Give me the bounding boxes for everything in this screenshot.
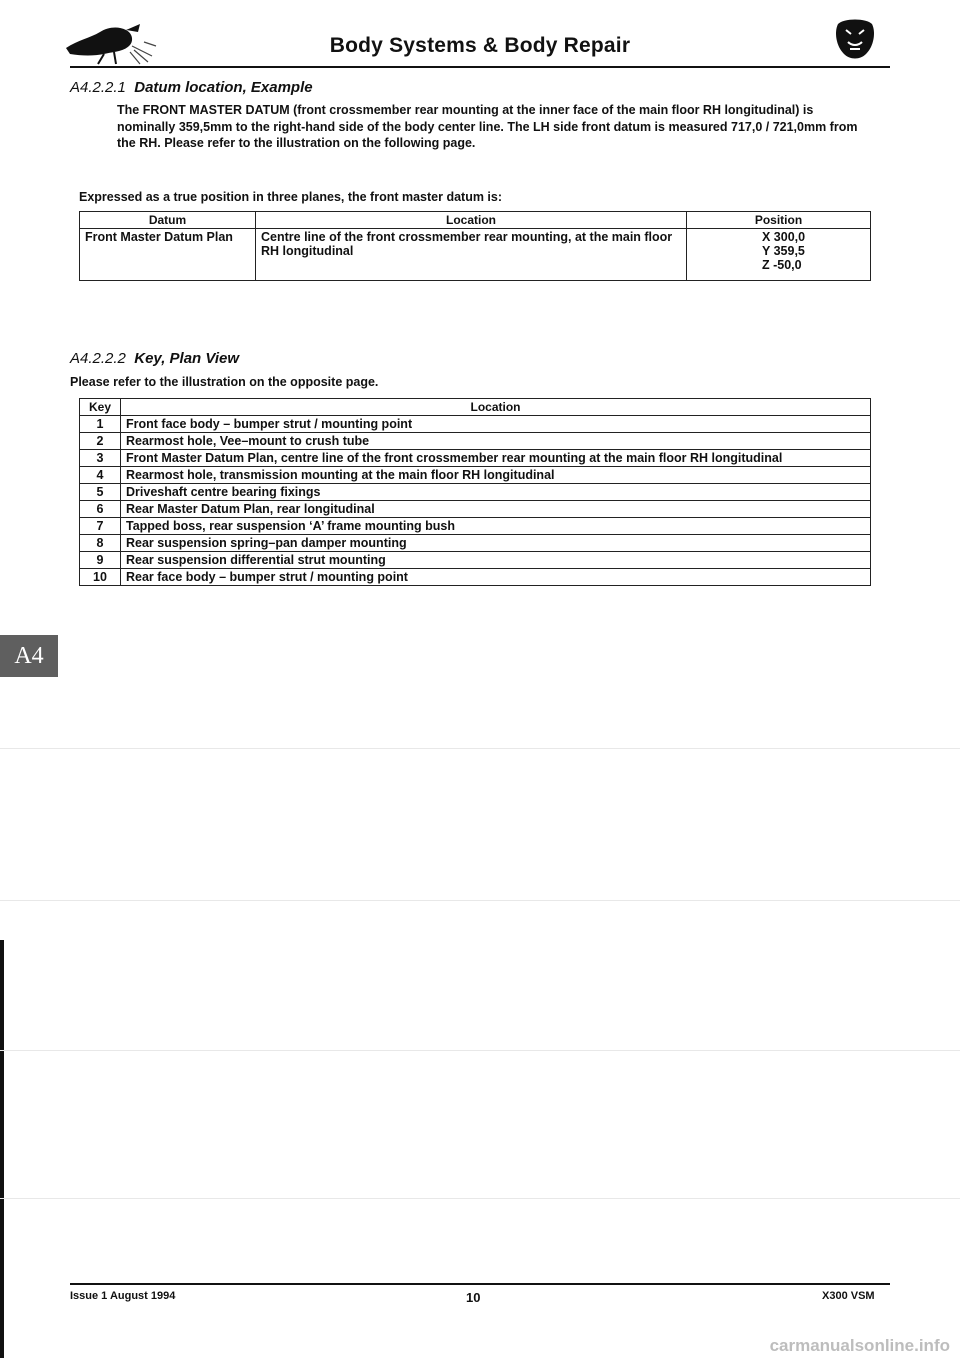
location-header: Location — [256, 212, 687, 229]
table-row — [80, 518, 871, 535]
divider — [0, 1198, 960, 1199]
section2-number: A4.2.2.2 — [70, 350, 126, 367]
position-header: Position — [687, 212, 871, 229]
key-location-cell: Rear Master Datum Plan, rear longitudinal — [121, 501, 871, 518]
table-row — [80, 552, 871, 569]
divider — [0, 900, 960, 901]
key-number-cell: 9 — [80, 552, 121, 569]
key-header: Key — [80, 399, 121, 416]
datum-table-row — [80, 229, 871, 281]
table-row — [80, 535, 871, 552]
key-location-header: Location — [121, 399, 871, 416]
watermark: carmanualsonline.info — [769, 1336, 950, 1355]
key-number-cell: 7 — [80, 518, 121, 535]
header-right-logo — [832, 16, 878, 62]
footer-doc-code: X300 VSM — [822, 1290, 875, 1302]
page-header-title: Body Systems & Body Repair — [329, 34, 631, 57]
datum-table — [79, 211, 871, 281]
key-number-cell: 1 — [80, 416, 121, 433]
section2-heading — [70, 350, 239, 367]
section1-heading — [70, 79, 313, 96]
key-number-cell: 8 — [80, 535, 121, 552]
left-margin-line — [0, 940, 4, 1358]
section-tab-a4: A4 — [0, 635, 58, 677]
key-number-cell: 3 — [80, 450, 121, 467]
section2-title: Key, Plan View — [134, 350, 239, 367]
section2-intro: Please refer to the illustration on the opposite page. — [70, 375, 379, 389]
key-number-cell: 10 — [80, 569, 121, 586]
divider — [0, 748, 960, 749]
position-z: Z -50,0 — [762, 258, 802, 272]
section1-title: Datum location, Example — [134, 79, 313, 96]
footer-rule — [70, 1283, 890, 1285]
key-location-cell: Rearmost hole, transmission mounting at the main floor RH longitudinal — [121, 467, 871, 484]
key-location-cell: Rearmost hole, Vee–mount to crush tube — [121, 433, 871, 450]
position-y: Y 359,5 — [762, 244, 805, 258]
position-cell — [687, 229, 871, 281]
key-location-cell: Tapped boss, rear suspension ‘A’ frame mounting bush — [121, 518, 871, 535]
table-row — [80, 416, 871, 433]
key-location-cell: Front face body – bumper strut / mounting point — [121, 416, 871, 433]
footer-page-number: 10 — [466, 1290, 481, 1305]
divider — [0, 1050, 960, 1051]
jaguar-growler-emblem-icon — [832, 16, 878, 62]
table-row — [80, 501, 871, 518]
key-table — [79, 398, 871, 586]
key-location-cell: Driveshaft centre bearing fixings — [121, 484, 871, 501]
footer-issue: Issue 1 August 1994 — [70, 1290, 176, 1302]
table-row — [80, 450, 871, 467]
section1-intro: Expressed as a true position in three planes, the front master datum is: — [79, 190, 503, 204]
key-table-body — [80, 416, 871, 586]
key-number-cell: 5 — [80, 484, 121, 501]
table-row — [80, 484, 871, 501]
key-location-cell: Rear suspension differential strut mounting — [121, 552, 871, 569]
key-number-cell: 4 — [80, 467, 121, 484]
section1-paragraph: The FRONT MASTER DATUM (front crossmember rear mounting at the inner face of the main floor RH longitudinal) is nominally 359,5mm to the right-hand side of the body center line. The LH side front datum is measured 717,0 / 721,0mm from the RH. Please refer to the illustration on the following page. — [117, 103, 858, 150]
datum-cell: Front Master Datum Plan — [80, 229, 256, 281]
datum-header: Datum — [80, 212, 256, 229]
section1-number: A4.2.2.1 — [70, 79, 126, 96]
position-x: X 300,0 — [762, 230, 806, 244]
table-row — [80, 569, 871, 586]
key-number-cell: 6 — [80, 501, 121, 518]
key-number-cell: 2 — [80, 433, 121, 450]
location-cell: Centre line of the front crossmember rear mounting, at the main floor RH longitudinal — [256, 229, 687, 281]
key-table-header — [80, 399, 871, 416]
table-row — [80, 433, 871, 450]
header-rule — [70, 66, 890, 68]
key-location-cell: Front Master Datum Plan, centre line of the front crossmember rear mounting at the main floor RH longitudinal — [121, 450, 871, 467]
key-location-cell: Rear face body – bumper strut / mounting point — [121, 569, 871, 586]
table-row — [80, 467, 871, 484]
datum-table-header — [80, 212, 871, 229]
key-location-cell: Rear suspension spring–pan damper mounting — [121, 535, 871, 552]
